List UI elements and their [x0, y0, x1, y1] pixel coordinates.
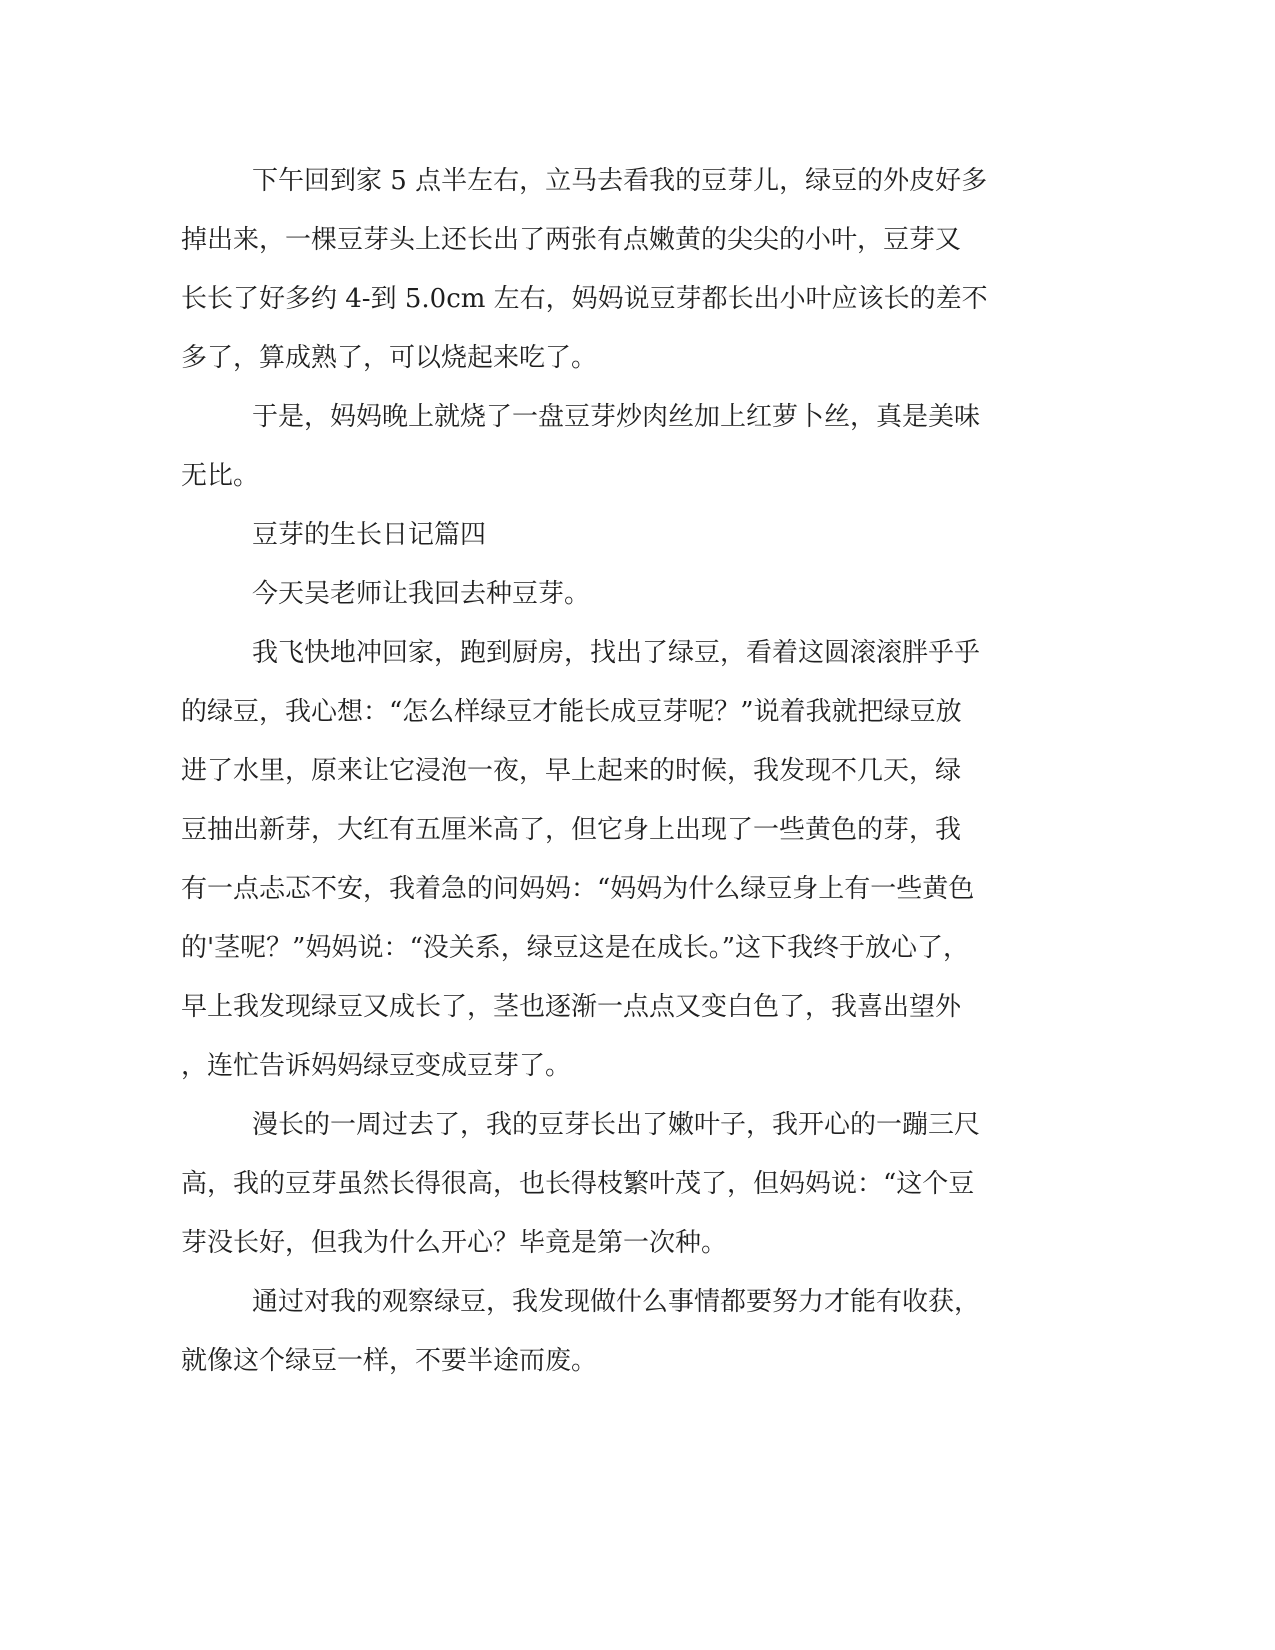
text-line: 于是，妈妈晚上就烧了一盘豆芽炒肉丝加上红萝卜丝，真是美味 — [252, 402, 981, 432]
text-line: 芽没长好，但我为什么开心？毕竟是第一次种。 — [181, 1228, 728, 1258]
text-line: 我飞快地冲回家，跑到厨房，找出了绿豆，看着这圆滚滚胖乎乎 — [252, 638, 981, 668]
text-line: 就像这个绿豆一样，不要半途而废。 — [181, 1346, 598, 1376]
text-line: ，连忙告诉妈妈绿豆变成豆芽了。 — [181, 1051, 572, 1081]
text-line: 进了水里，原来让它浸泡一夜，早上起来的时候，我发现不几天，绿 — [181, 756, 962, 786]
text-line: 高，我的豆芽虽然长得很高，也长得枝繁叶茂了，但妈妈说：“这个豆 — [181, 1169, 975, 1199]
text-line: 下午回到家 5 点半左右，立马去看我的豆芽儿，绿豆的外皮好多 — [252, 166, 988, 196]
text-line: 漫长的一周过去了，我的豆芽长出了嫩叶子，我开心的一蹦三尺 — [252, 1110, 981, 1140]
text-line: 豆抽出新芽，大红有五厘米高了，但它身上出现了一些黄色的芽，我 — [181, 815, 962, 845]
text-line: 通过对我的观察绿豆，我发现做什么事情都要努力才能有收获， — [252, 1287, 981, 1317]
text-line: 有一点忐忑不安，我着急的问妈妈：“妈妈为什么绿豆身上有一些黄色 — [181, 874, 975, 904]
text-line: 今天吴老师让我回去种豆芽。 — [252, 579, 591, 609]
text-line: 多了，算成熟了，可以烧起来吃了。 — [181, 343, 598, 373]
text-line: 的'茎呢？”妈妈说：“没关系，绿豆这是在成长。”这下我终于放心了， — [181, 933, 970, 963]
text-line: 无比。 — [181, 461, 260, 491]
text-line: 的绿豆，我心想：“怎么样绿豆才能长成豆芽呢？”说着我就把绿豆放 — [181, 697, 962, 727]
section-heading: 豆芽的生长日记篇四 — [252, 520, 487, 550]
text-line: 掉出来，一棵豆芽头上还长出了两张有点嫩黄的尖尖的小叶，豆芽又 — [181, 225, 962, 255]
text-line: 长长了好多约 4-到 5.0cm 左右，妈妈说豆芽都长出小叶应该长的差不 — [181, 284, 988, 314]
text-line: 早上我发现绿豆又成长了，茎也逐渐一点点又变白色了，我喜出望外 — [181, 992, 962, 1022]
